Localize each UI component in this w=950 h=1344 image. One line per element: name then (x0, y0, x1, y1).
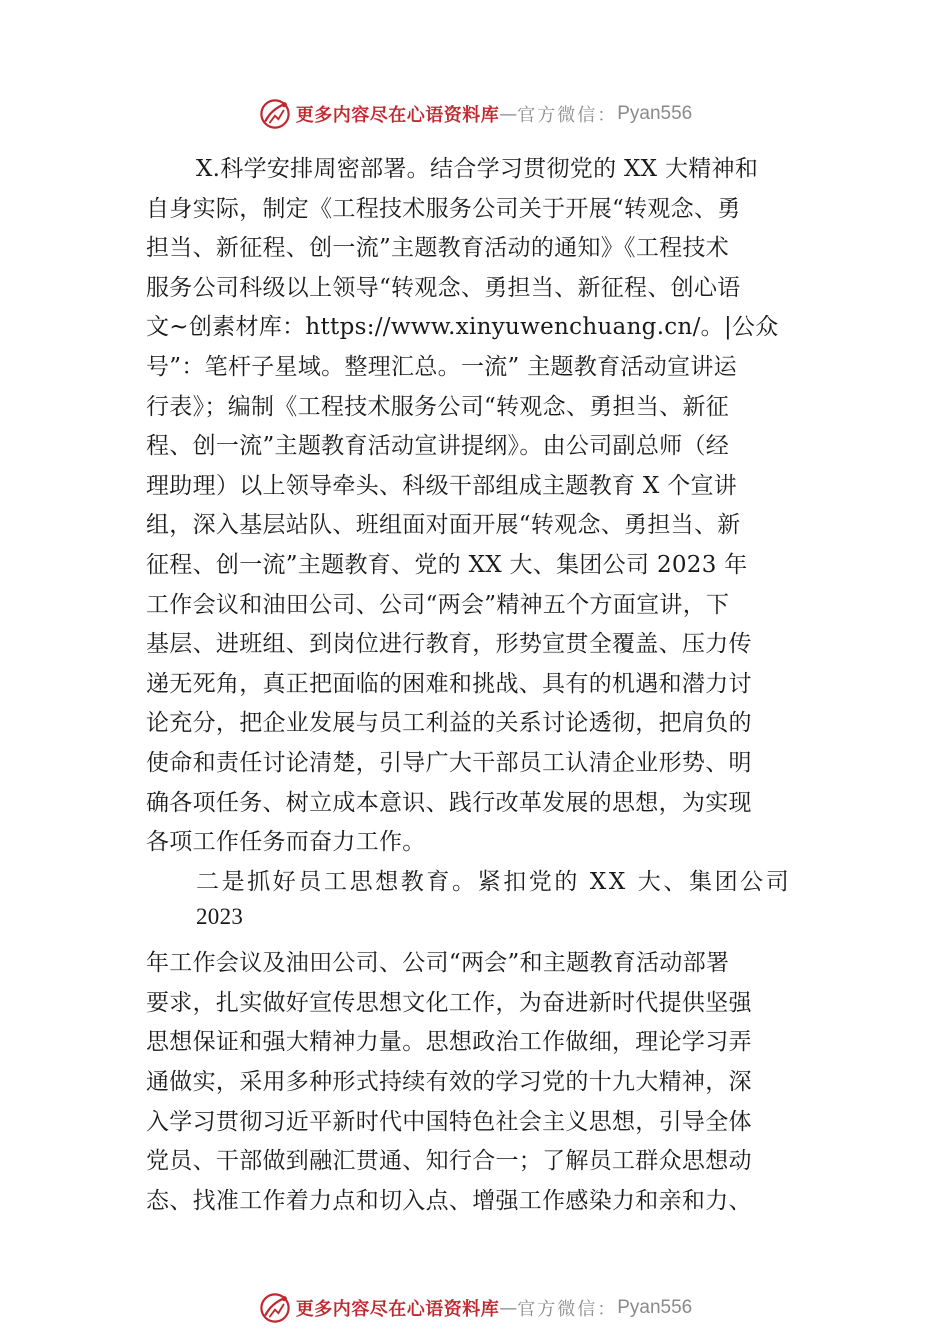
header-wechat-label: 官方微信： (517, 105, 618, 126)
body-line: 担当、新征程、创一流”主题教育活动的通知》《工程技术 (146, 235, 730, 262)
footer-wechat-account: Pyan556 (617, 1297, 693, 1318)
header-brand-text: 更多内容尽在心语资料库 (295, 105, 500, 126)
body-line: 程、创一流”主题教育活动宣讲提纲》。由公司副总师（经 (146, 433, 730, 460)
body-line: X.科学安排周密部署。结合学习贯彻党的 XX 大精神和 (196, 156, 759, 182)
header-wechat-account: Pyan556 (617, 103, 693, 124)
body-line: 论充分，把企业发展与员工利益的关系讨论透彻，把肩负的 (146, 710, 752, 737)
footer-watermark-banner (0, 1290, 950, 1326)
brand-logo-icon (258, 97, 292, 131)
body-line: 年工作会议及油田公司、公司“两会”和主题教育活动部署 (146, 950, 730, 977)
body-line: 使命和责任讨论清楚，引导广大干部员工认清企业形势、明 (146, 749, 752, 776)
body-line: 文~创素材库：https://www.xinyuwenchuang.cn/。|公众 (146, 314, 779, 341)
body-line: 党员、干部做到融汇贯通、知行合一；了解员工群众思想动 (146, 1148, 752, 1175)
document-body (146, 150, 816, 1221)
body-line: 思想保证和强大精神力量。思想政治工作做细，理论学习弄 (146, 1029, 752, 1056)
body-line: 态、找准工作着力点和切入点、增强工作感染力和亲和力、 (146, 1187, 752, 1214)
header-separator: — (499, 103, 518, 125)
body-line: 征程、创一流”主题教育、党的 XX 大、集团公司 2023 年 (146, 551, 748, 578)
footer-wechat-label: 官方微信： (517, 1299, 618, 1320)
body-line: 确各项任务、树立成本意识、践行改革发展的思想，为实现 (146, 789, 752, 816)
body-line: 理助理）以上领导牵头、科级干部组成主题教育 X 个宣讲 (146, 472, 738, 499)
header-watermark-banner (0, 96, 950, 132)
body-line: 2023 (196, 904, 244, 930)
body-line: 号”：笔杆子星域。整理汇总。一流” 主题教育活动宣讲运 (146, 353, 737, 380)
body-line: 行表》；编制《工程技术服务公司“转观念、勇担当、新征 (146, 393, 730, 420)
spacer (146, 932, 816, 944)
body-line: 通做实，采用多种形式持续有效的学习党的十九大精神，深 (146, 1069, 752, 1096)
brand-logo-icon (258, 1291, 292, 1325)
body-line: 各项工作任务而奋力工作。 (146, 829, 426, 856)
body-line: 要求，扎实做好宣传思想文化工作，为奋进新时代提供坚强 (146, 989, 752, 1016)
body-line: 二是抓好员工思想教育。紧扣党的 XX 大、集团公司 (196, 868, 792, 895)
footer-separator: — (499, 1297, 518, 1319)
body-line: 入学习贯彻习近平新时代中国特色社会主义思想，引导全体 (146, 1108, 752, 1135)
body-line: 服务公司科级以上领导“转观念、勇担当、新征程、创心语 (146, 274, 741, 301)
body-line: 自身实际，制定《工程技术服务公司关于开展“转观念、勇 (146, 195, 741, 222)
body-line: 组，深入基层站队、班组面对面开展“转观念、勇担当、新 (146, 512, 741, 539)
footer-brand-text: 更多内容尽在心语资料库 (295, 1299, 500, 1320)
body-line: 递无死角，真正把面临的困难和挑战、具有的机遇和潜力讨 (146, 670, 752, 697)
body-line: 工作会议和油田公司、公司“两会”精神五个方面宣讲，下 (146, 591, 730, 618)
body-line: 基层、进班组、到岗位进行教育，形势宣贯全覆盖、压力传 (146, 631, 752, 658)
